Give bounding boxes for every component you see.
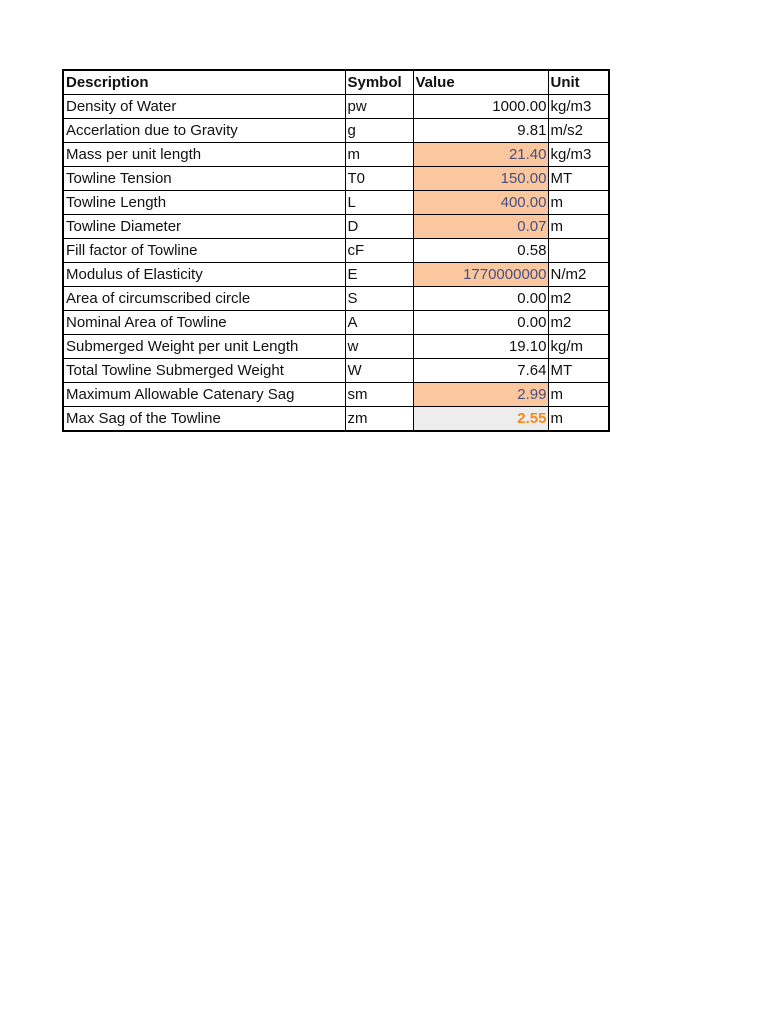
description-cell[interactable]: Towline Diameter — [63, 215, 345, 239]
towline-parameters-table — [62, 69, 610, 432]
symbol-cell[interactable]: S — [345, 287, 413, 311]
unit-cell[interactable]: kg/m — [548, 335, 609, 359]
symbol-cell[interactable]: m — [345, 143, 413, 167]
description-cell[interactable]: Total Towline Submerged Weight — [63, 359, 345, 383]
description-cell[interactable]: Nominal Area of Towline — [63, 311, 345, 335]
value-cell[interactable]: 21.40 — [413, 143, 548, 167]
description-cell[interactable]: Submerged Weight per unit Length — [63, 335, 345, 359]
value-cell[interactable]: 0.00 — [413, 311, 548, 335]
unit-cell[interactable] — [548, 239, 609, 263]
table-row — [63, 143, 609, 167]
symbol-cell[interactable]: sm — [345, 383, 413, 407]
unit-cell[interactable]: m2 — [548, 287, 609, 311]
header-unit[interactable]: Unit — [548, 70, 609, 95]
description-cell[interactable]: Area of circumscribed circle — [63, 287, 345, 311]
unit-cell[interactable]: kg/m3 — [548, 95, 609, 119]
symbol-cell[interactable]: g — [345, 119, 413, 143]
header-symbol[interactable]: Symbol — [345, 70, 413, 95]
value-cell[interactable]: 2.99 — [413, 383, 548, 407]
header-description[interactable]: Description — [63, 70, 345, 95]
table-row — [63, 215, 609, 239]
unit-cell[interactable]: m2 — [548, 311, 609, 335]
value-cell[interactable]: 1000.00 — [413, 95, 548, 119]
symbol-cell[interactable]: A — [345, 311, 413, 335]
table-row — [63, 167, 609, 191]
unit-cell[interactable]: kg/m3 — [548, 143, 609, 167]
symbol-cell[interactable]: cF — [345, 239, 413, 263]
unit-cell[interactable]: m — [548, 191, 609, 215]
symbol-cell[interactable]: zm — [345, 407, 413, 432]
unit-cell[interactable]: MT — [548, 167, 609, 191]
unit-cell[interactable]: m/s2 — [548, 119, 609, 143]
value-cell[interactable]: 0.07 — [413, 215, 548, 239]
unit-cell[interactable]: m — [548, 383, 609, 407]
description-cell[interactable]: Density of Water — [63, 95, 345, 119]
table-row — [63, 95, 609, 119]
unit-cell[interactable]: MT — [548, 359, 609, 383]
value-cell[interactable]: 19.10 — [413, 335, 548, 359]
table-row — [63, 359, 609, 383]
table-body — [63, 95, 609, 432]
unit-cell[interactable]: m — [548, 407, 609, 432]
description-cell[interactable]: Towline Tension — [63, 167, 345, 191]
table-row — [63, 287, 609, 311]
spreadsheet-area — [62, 69, 610, 432]
symbol-cell[interactable]: E — [345, 263, 413, 287]
symbol-cell[interactable]: L — [345, 191, 413, 215]
table-row — [63, 383, 609, 407]
symbol-cell[interactable]: pw — [345, 95, 413, 119]
unit-cell[interactable]: m — [548, 215, 609, 239]
table-row — [63, 407, 609, 432]
value-cell[interactable]: 0.58 — [413, 239, 548, 263]
value-cell[interactable]: 0.00 — [413, 287, 548, 311]
value-cell[interactable]: 9.81 — [413, 119, 548, 143]
table-row — [63, 335, 609, 359]
symbol-cell[interactable]: w — [345, 335, 413, 359]
table-row — [63, 263, 609, 287]
value-cell[interactable]: 7.64 — [413, 359, 548, 383]
description-cell[interactable]: Mass per unit length — [63, 143, 345, 167]
table-row — [63, 119, 609, 143]
value-cell[interactable]: 1770000000 — [413, 263, 548, 287]
header-value[interactable]: Value — [413, 70, 548, 95]
symbol-cell[interactable]: W — [345, 359, 413, 383]
description-cell[interactable]: Modulus of Elasticity — [63, 263, 345, 287]
description-cell[interactable]: Maximum Allowable Catenary Sag — [63, 383, 345, 407]
description-cell[interactable]: Towline Length — [63, 191, 345, 215]
table-row — [63, 239, 609, 263]
description-cell[interactable]: Max Sag of the Towline — [63, 407, 345, 432]
table-row — [63, 191, 609, 215]
description-cell[interactable]: Fill factor of Towline — [63, 239, 345, 263]
table-row — [63, 311, 609, 335]
description-cell[interactable]: Accerlation due to Gravity — [63, 119, 345, 143]
value-cell[interactable]: 400.00 — [413, 191, 548, 215]
value-cell[interactable]: 150.00 — [413, 167, 548, 191]
value-cell[interactable]: 2.55 — [413, 407, 548, 432]
header-row — [63, 70, 609, 95]
symbol-cell[interactable]: T0 — [345, 167, 413, 191]
symbol-cell[interactable]: D — [345, 215, 413, 239]
unit-cell[interactable]: N/m2 — [548, 263, 609, 287]
